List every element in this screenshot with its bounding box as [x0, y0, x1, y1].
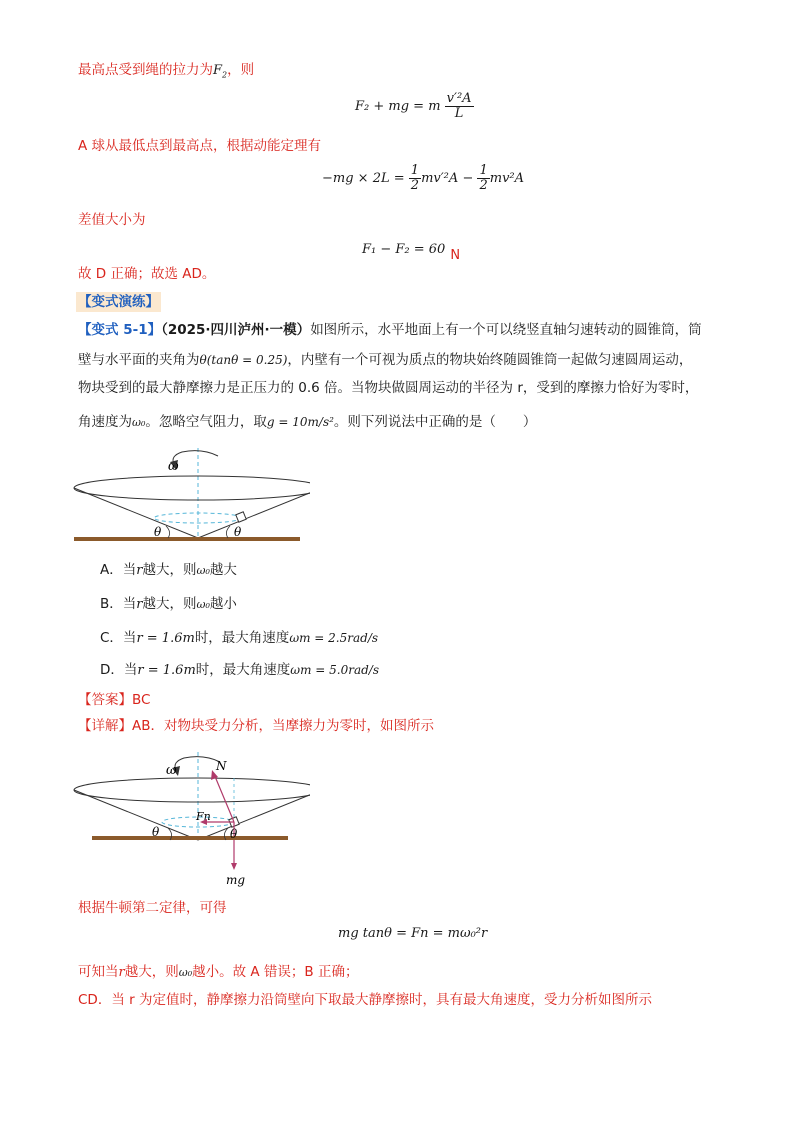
normal-force-arrow	[214, 774, 234, 822]
option-d[interactable]: D．当r = 1.6m时，最大角速度ωm = 5.0rad/s	[100, 662, 379, 678]
option-c[interactable]: C．当r = 1.6m时，最大角速度ωm = 2.5rad/s	[100, 630, 379, 646]
tension-symbol: $F_2$	[213, 63, 228, 80]
detail-line: 【详解】AB．对物块受力分析，当摩擦力为零时，如图所示	[78, 718, 434, 734]
line-difference: 差值大小为	[78, 212, 146, 228]
problem-line-3: 物块受到的最大静摩擦力是正压力的 0.6 倍。当物块做圆周运动的半径为 r，受到的摩擦力恰好为零时，	[78, 380, 699, 396]
theta-left: θ	[152, 825, 160, 839]
equation-1: F₂ + mg = m $\frac{\text{v′²A}}{L}$	[355, 91, 472, 121]
line1-text: 最高点受到绳的拉力为	[78, 62, 213, 78]
theta-right: θ	[234, 525, 242, 539]
block	[236, 512, 246, 522]
problem-line-4: 角速度为ω₀。忽略空气阻力，取g = 10m/s²。则下列说法中正确的是（ ）	[78, 414, 537, 430]
tan-condition: θ(tanθ = 0.25)	[199, 353, 288, 367]
theta-right: θ	[230, 827, 238, 841]
line1-after: ，则	[227, 62, 255, 78]
unit-newton: N	[450, 248, 461, 263]
line-conclusion-ab: 可知当r越大，则ω₀越小。故 A 错误；B 正确；	[78, 964, 359, 980]
cone-rim	[74, 476, 310, 500]
theta-left: θ	[154, 525, 162, 539]
answer: 【答案】BC	[78, 692, 151, 708]
line-newton: 根据牛顿第二定律，可得	[78, 900, 227, 916]
option-a[interactable]: A．当r越大，则ω₀越大	[100, 562, 237, 578]
line-conclusion-d: 故 D 正确；故选 AD。	[78, 266, 216, 282]
section-heading: 【变式演练】	[78, 294, 159, 310]
equation-3: F₁ − F₂ = 60 $_N$	[362, 242, 461, 263]
ground	[74, 537, 300, 541]
problem-tag: 【变式 5-1】	[78, 322, 162, 338]
option-b[interactable]: B．当r越大，则ω₀越小	[100, 596, 237, 612]
figure-cone-2	[70, 748, 310, 890]
line-cd-analysis: CD．当 r 为定值时，静摩擦力沿筒壁向下取最大静摩擦时，具有最大角速度，受力分析如图所示	[78, 992, 652, 1008]
ground	[92, 836, 288, 840]
equation-2: −mg × 2L = $\frac{1}{2}$ mv′²A − $\frac{1}{2}$ mv²A	[322, 163, 525, 193]
equation-4: mg tanθ = Fn = mω₀²r	[338, 926, 488, 941]
figure-cone-1	[70, 442, 310, 546]
omega-label: ω	[168, 459, 179, 474]
problem-source: （2025·四川泸州·一模）	[161, 322, 311, 338]
cone-rim	[74, 778, 310, 802]
line-tension-top	[78, 60, 254, 86]
omega-label: ω	[166, 763, 177, 778]
problem-line-1: 【变式 5-1】（2025·四川泸州·一模）如图所示，水平地面上有一个可以绕竖直轴匀速转动的圆锥筒，筒	[78, 322, 702, 338]
problem-line-2: 壁与水平面的夹角为θ(tanθ = 0.25)，内壁有一个可视为质点的物块始终随圆锥筒一起做匀速圆周运动，	[78, 352, 693, 368]
label-mg: mg	[226, 873, 246, 887]
omega-arrow	[173, 451, 218, 464]
label-n: N	[216, 759, 227, 773]
line-energy-theorem: A 球从最低点到最高点，根据动能定理有	[78, 138, 322, 154]
label-fn: Fn	[196, 810, 211, 823]
